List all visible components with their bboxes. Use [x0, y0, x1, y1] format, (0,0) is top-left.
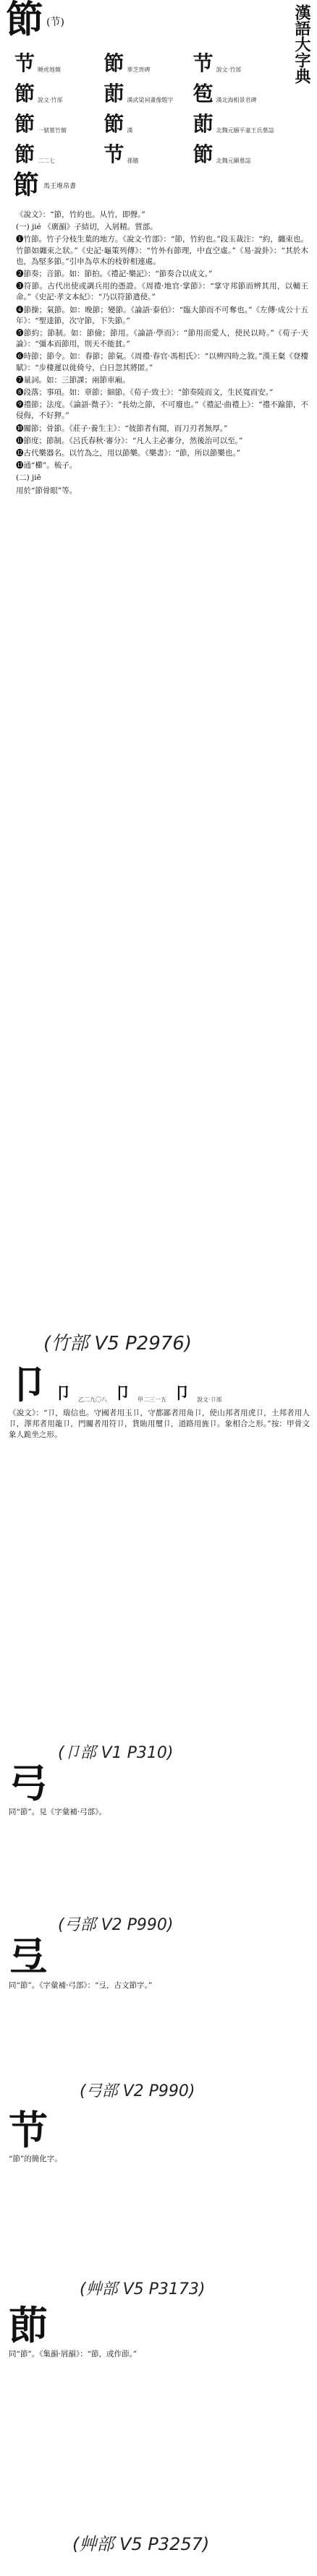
glyph-row — [14, 104, 282, 134]
glyph-cell: 節 說文·竹部 — [14, 82, 63, 106]
handwritten-note: (弓部 V2 P990) — [58, 1916, 174, 1934]
body-paragraph: ❸符節。古代出使或調兵用的憑證。《周禮·地官·掌節》：“掌守邦節而辨其用，以輔王命。”《史記·孝文本紀》：“乃以符節遣使。” — [16, 282, 308, 302]
body-paragraph: ⓭通“櫛”。梳子。 — [16, 461, 77, 471]
body-paragraph: ❹節操；氣節。如：晚節；變節。《論語·泰伯》：“臨大節而不可奪也。”《左傳·成公十五年》：“聖達節，次守節，下失節。” — [16, 305, 308, 325]
glyph-row — [14, 134, 282, 165]
glyph-row — [14, 74, 282, 104]
glyph-cell: 節 北魏元顯墓誌 — [193, 142, 251, 166]
entry-character: 莭 — [9, 2302, 48, 2348]
glyph-cell: 节 睡虎地簡 — [14, 51, 62, 75]
entry-jie-radical — [9, 1361, 310, 1441]
head-character: 節 — [6, 0, 44, 42]
entry-definition: 同“節”。見《字彙補·弓部》。 — [9, 1808, 106, 1816]
glyph-row — [14, 43, 282, 74]
glyph-cell: 節 華芝齊碑 — [103, 51, 151, 75]
body-paragraph: ❼量詞。如：三節課；兩節車廂。 — [16, 375, 130, 385]
body-paragraph: ❶竹節。竹子分枝生葉的地方。《說文·竹部》：“節，竹約也。”段玉裁注：“約，纏束也。竹節如纏束之狀。”《史記·龜策列傳》：“竹外有節理，中直空虛。”《易·說卦》：“其於木也，為堅多節。”引申為草木的枝幹相連處。 — [16, 235, 308, 266]
entry-jie-grass-variant — [9, 2302, 310, 2360]
handwritten-note: (弓部 V2 P990) — [80, 2082, 195, 2100]
glyph-cell: 笣 漢北海相景君碑 — [193, 82, 257, 106]
entry-character: 弖 — [9, 1933, 48, 1980]
handwritten-note: (竹部 V5 P2976) — [43, 1333, 192, 1354]
seal-form-source: 馬王堆帛書 — [43, 183, 77, 190]
body-paragraph: (二) jiē — [16, 473, 41, 483]
entry-definition: 同“節”。《字彙補·弓部》：“弖，古文節字。” — [9, 1981, 153, 1990]
form-glyph: 卩 — [174, 1384, 190, 1403]
entry-definition: “節”的簡化字。 — [9, 2155, 62, 2163]
body-paragraph: ⓫節度；節制。《呂氏春秋·審分》：“凡人主必審分，然後治可以至。” — [16, 436, 243, 445]
glyph-cell: 节 說文·竹部 — [193, 51, 242, 75]
dictionary-title: 漢語大字典 — [292, 4, 311, 84]
seal-form-character: 節 — [13, 170, 40, 200]
glyph-cell: 節 二二七 — [14, 142, 56, 166]
entry-character: 卩 — [9, 1361, 48, 1407]
form-source: 甲二三一五 — [138, 1396, 167, 1403]
entry-forms — [9, 1361, 310, 1407]
entry-gong-variant-1 — [9, 1760, 310, 1818]
glyph-cell: 莭 漢武梁祠畫像題字 — [103, 82, 174, 106]
form-source: 乙二九〇八 — [78, 1396, 108, 1403]
definition-body — [16, 210, 308, 498]
handwritten-note: (卩部 V1 P310) — [58, 1744, 174, 1762]
glyph-cell: 节 孫臏 — [103, 142, 139, 166]
glyph-cell: 節 一號墓竹簡 — [14, 112, 67, 136]
entry-character: 节 — [9, 2107, 48, 2153]
body-paragraph: 用於“節骨眼”等。 — [16, 486, 77, 495]
body-paragraph: ❽段落；事項。如：章節；細節。《荀子·致士》：“節奏陵而文，生民寬而安。” — [16, 388, 274, 398]
simplified-tag: (节) — [46, 17, 64, 28]
entry-gong-variant-2 — [9, 1933, 310, 1991]
entry-jie-simplified — [9, 2107, 310, 2165]
body-paragraph: ❻時節；節令。如：春節；節氣。《周禮·春官·馮相氏》：“以辨四時之敘。”漢王粲《登樓賦》：“步棲遲以徙倚兮，白日忽其將匿。” — [16, 352, 308, 372]
glyph-cell: 節 漢 — [103, 112, 133, 136]
body-paragraph: 《說文》：“節，竹約也。从竹，即聲。” — [16, 210, 145, 219]
body-paragraph: ❿關節；骨節。《莊子·養生主》：“彼節者有閒，而刀刃者無厚。” — [16, 424, 228, 433]
form-source: 說文·卩部 — [197, 1396, 222, 1403]
entry-character: 弓 — [9, 1760, 48, 1806]
ancient-forms-table — [14, 43, 282, 165]
body-paragraph: ❺節約；節制。如：節儉；節用。《論語·學而》：“節用而愛人，使民以時。”《荀子·天論》：“彊本而節用，則天不能貧。” — [16, 329, 308, 349]
handwritten-note: (艸部 V5 P3257) — [72, 2534, 210, 2554]
body-paragraph: (一) jié 《廣韻》子結切，入屑精。質部。 — [16, 223, 158, 232]
body-paragraph: ⓬古代樂器名。以竹為之，用以節樂。《樂書》：“節，所以節樂也。” — [16, 449, 240, 458]
form-glyph: 卩 — [55, 1384, 72, 1403]
form-glyph: 卩 — [114, 1384, 131, 1403]
handwritten-note: (艸部 V5 P3173) — [80, 2280, 206, 2298]
body-paragraph: ❷節奏；音節。如：節拍。《禮記·樂記》：“節奏合以成文。” — [16, 270, 213, 279]
entry-definition: 《說文》：“卩，瑞信也。守國者用玉卩，守都鄙者用角卩，使山邦者用虎卩，土邦者用人卩，澤邦者用龍卩，門關者用符卩，貨賄用璽卩，道路用旌卩。象相合之形。”按：甲骨文象人跪坐之形。 — [9, 1409, 310, 1439]
glyph-cell: 莭 北魏元願平妻王氏墓誌 — [193, 112, 274, 136]
body-paragraph: ❾禮節；法度。《論語·微子》：“長幼之節，不可廢也。”《禮記·曲禮上》：“禮不踰節，不侵侮，不好狎。” — [16, 400, 308, 421]
entry-definition: 同“節”。《集韻·屑韻》：“節，或作莭。” — [9, 2350, 138, 2358]
